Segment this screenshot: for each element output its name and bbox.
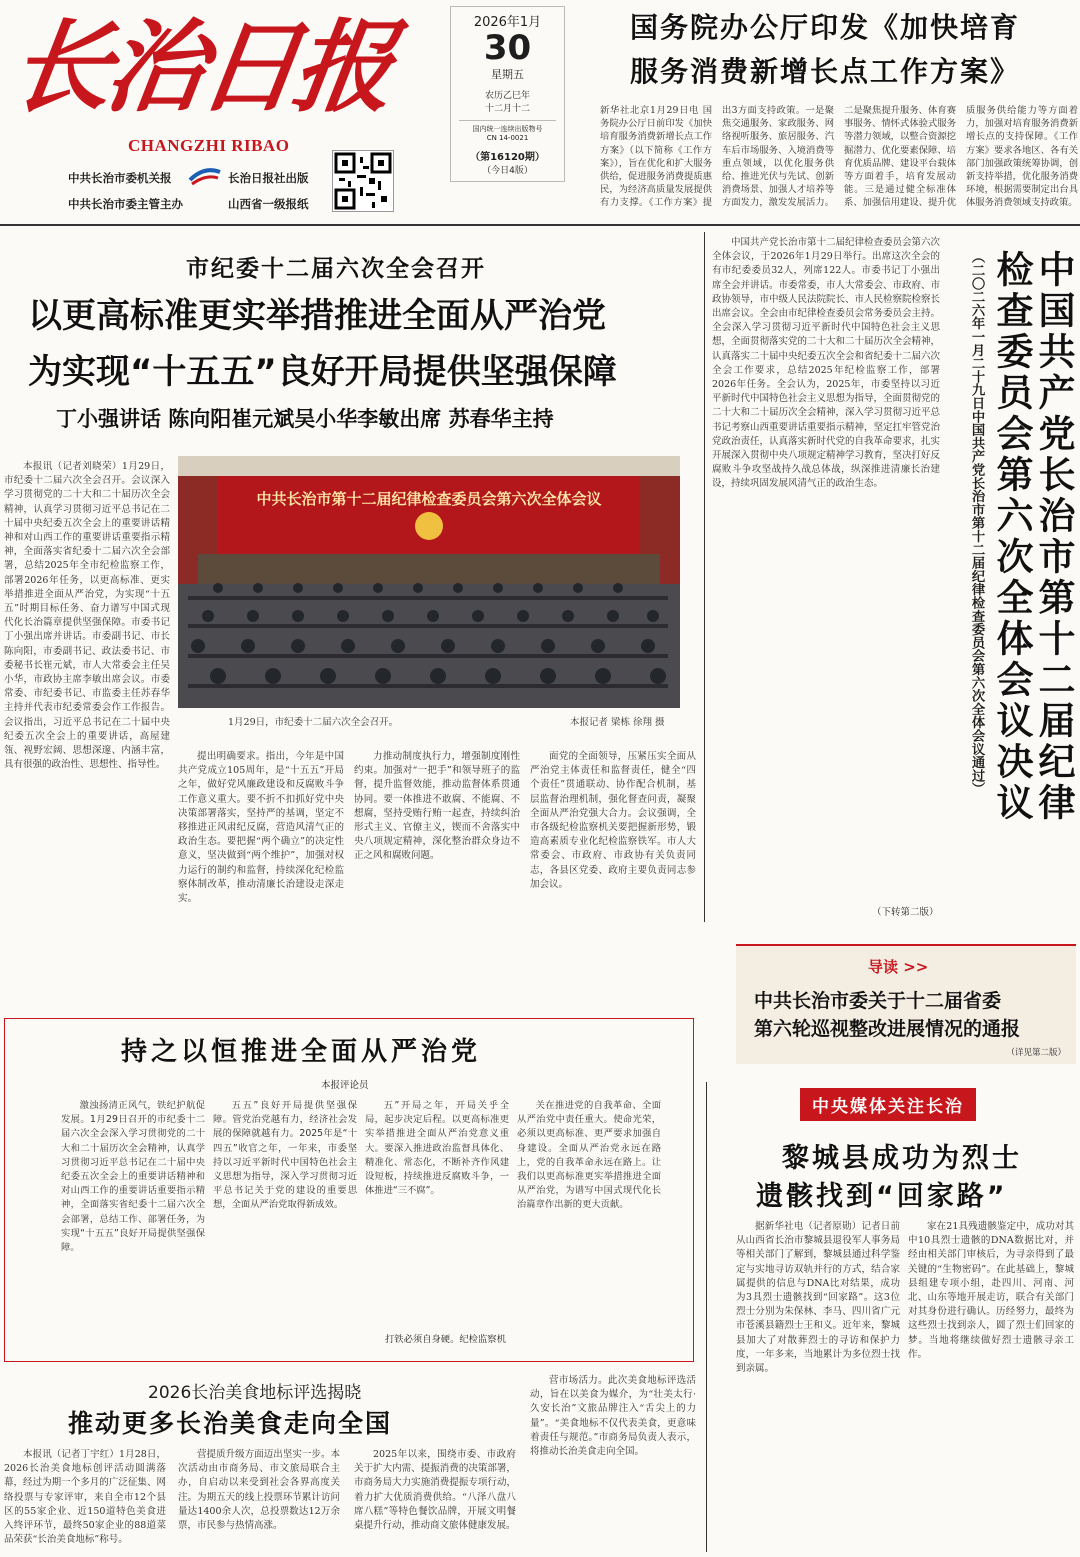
guide-title-1: 中共长治市委关于十二届省委 <box>754 990 1002 1012</box>
resolution-body <box>712 236 940 904</box>
main-col-1-text: 本报讯（记者刘晓荣）1月29日，市纪委十二届六次全会召开。会议深入学习贯彻党的二十大和二十届历次全会精神，认真学习贯彻习近平总书记在二十届中央纪委五次全会上的重要讲话精神和对山西工作的重要讲话重要指示精神，全面落实省纪委十二届六次全会部署，总结2025年全市纪检监察工作，部署2026年任务，以更高标准、更实举措推进全面从严治党，为实现“十五五”时期目标任务、奋力谱写中国式现代化长治篇章提供坚强保障。市委书记丁小强出席并讲话。市委副书记、市长陈向阳，市委副书记、政法委书记、市委秘书长崔元斌，市人大常委会主任吴小华，市政协主席李敏出席会议。市委常委、市纪委书记、市监委主任苏春华主持并代表市纪委常委会作工作报告。会议指出，习近平总书记在二十届中央纪委五次全会上的重要讲话，高屋建瓴、视野宏阔、思想深邃、内涵丰富，具有很强的政治性、思想性、指导性。 <box>4 461 170 771</box>
main-col-2 <box>178 750 344 1000</box>
commentary-col-4-text: 关在推进党的自我革命、全面从严治党中责任重大。使命光荣，必须以更高标准、更严要求加强自身建设。全面从严治党永远在路上，党的自我革命永远在路上。让我们以更高标准更实举措推进全面从严治党，为谱写中国式现代化长治篇章作出新的更大贡献。 <box>517 1100 661 1211</box>
publisher-logo-icon <box>188 164 222 188</box>
main-col-3 <box>354 750 520 1000</box>
date-lunar-1: 农历乙巳年 <box>484 91 530 101</box>
main-col-1 <box>4 460 170 1000</box>
central-media-label: 中央媒体关注长治 <box>800 1088 976 1121</box>
food-kicker: 2026长治美食地标评选揭晓 <box>148 1383 362 1403</box>
logo-pinyin: CHANGZHI RIBAO <box>128 136 290 155</box>
main-kicker: 市纪委十二届六次全会召开 <box>186 256 486 282</box>
sponsor-label: 中共长治市委机关报 <box>68 171 172 185</box>
food-col-4-text: 营市场活力。此次美食地标评选活动，旨在以美食为媒介，为“壮美太行·久安长治”文旅品牌注入“舌尖上的力量”。“美食地标不仅代表美食，更意味着责任与规范。”市商务局负责人表示，将推动长治美食走向全国。 <box>530 1375 696 1458</box>
central-headline-2[interactable]: 遗骸找到“回家路” <box>756 1181 1008 1212</box>
commentary-col-1-text: 激浊扬清正风气，铁纪护航促发展。1月29日召开的市纪委十二届六次全会深入学习贯彻党的二十大和二十届历次全会精神，认真学习贯彻习近平总书记在二十届中央纪委五次全会上的重要讲话精神和对山西工作的重要讲话重要指示精神，全面落实省纪委十二届六次全会部署，总结工作、部署任务，为实现“十五五”良好开局提供坚强保障。 <box>61 1100 205 1254</box>
top-story-text: 新华社北京1月29日电 国务院办公厅日前印发《加快培育服务消费新增长点工作方案》（以下简称《工作方案》），旨在优化和扩大服务供给，促进服务消费提质惠民，为经济高质量发展提供有力支撑。《工作方案》提出3方面支持政策。一是聚焦交通服务、家政服务、网络视听服务、旅居服务、汽车后市场服务、入境消费等重点领域，以优化服务供给、推进光伏与先试、创新消费场景、加强人才培养等方面发力，激发发展活力。二是聚焦提升服务、体育赛事服务、情怀式体验式服务等潜力领域，以整合资源挖掘潜力、优化要素保障、培育优质品牌、建设平台载体等方面着手，培育发展动能。三是通过健全标准体系、加强信用建设、提升优质服务供给能力等方面着力，加强对培育服务消费新增长点的支持保障。《工作方案》要求各地区、各有关部门加强政策统筹协调，创新支持举措，优化服务消费环境，根据需要制定出台具体服务消费领域支持政策。 <box>600 105 1078 209</box>
supervisor-label: 中共长治市委主管主办 <box>68 197 183 211</box>
central-col-2-text: 家在21具残遗骸鉴定中，成功对其中10具烈士遗骸的DNA数据比对，并经由相关部门审核后，为寻亲得到了最关键的“生物密码”。在此基础上，黎城县组建专项小组，赴四川、河南、河北、山东等地开展走访，联合有关部门对其身份进行确认。历经努力，最终为这些烈士找到亲人，圆了烈士们回家的梦。当地将继续做好烈士遗骸寻亲工作。 <box>908 1221 1074 1360</box>
commentary-byline: 本报评论员 <box>321 1080 369 1091</box>
food-col-4 <box>530 1374 696 1554</box>
vertical-title-line-2: 检查委员会第六次全体会议决议 <box>990 250 1033 824</box>
guide-label: 导读 >> <box>868 958 929 976</box>
main-col-3-text: 力推动制度执行力，增强制度刚性约束。加强对“一把手”和领导班子的监督，提升监督效能，推动监督体系贯通协同。要一体推进不敢腐、不能腐、不想腐，坚持受贿行贿一起查，持续纠治形式主义、官僚主义，锲而不舍落实中央八项规定精神，深化整治群众身边不正之风和腐败问题。 <box>354 751 520 862</box>
commentary-col-2 <box>213 1099 357 1349</box>
guide-ref: （详见第二版） <box>1006 1048 1066 1058</box>
photo-banner: 中共长治市第十二届纪律检查委员会第六次全体会议 <box>256 490 602 508</box>
central-headline-1[interactable]: 黎城县成功为烈士 <box>782 1143 1022 1174</box>
commentary-col-1 <box>61 1099 205 1349</box>
resolution-text: 中国共产党长治市第十二届纪律检查委员会第六次全体会议，于2026年1月29日举行。出席这次全会的有市纪委委员32人，列席122人。市委书记丁小强出席全会并讲话。市委常委，市人大常委会、市政府、市政协领导，市中级人民法院院长、市人民检察院检察长出席会议。全会由市纪律检查委员会常务委员会主持。全会深入学习贯彻习近平新时代中国特色社会主义思想，全面贯彻落实党的二十大和二十届历次全会精神，认真落实二十届中央纪委五次全会和省纪委十二届六次全会工作要求，总结2025年纪检监察工作，部署2026年任务。全会认为，2025年，市委坚持以习近平新时代中国特色社会主义思想为指导，全面贯彻党的二十大和二十届历次全会精神，深入学习贯彻习近平总书记考察山西重要讲话重要指示精神，坚定扛牢管党治党政治责任，认真落实新时代党的自我革命要求，扎实开展深入贯彻中央八项规定精神学习教育，坚决打好反腐败斗争攻坚战持久战总体战，纵深推进清廉长治建设，持续巩固发展风清气正的政治生态。 <box>712 237 940 490</box>
masthead <box>0 0 445 222</box>
food-col-3 <box>354 1448 516 1554</box>
commentary-col-3 <box>365 1099 509 1325</box>
main-headline-2[interactable]: 为实现“十五五”良好开局提供坚强保障 <box>28 352 617 392</box>
commentary-col-2-text: 五五”良好开局提供坚强保障。管党治党越有力，经济社会发展的保障就越有力。2025年是“十四五”收官之年，一年来，市委坚持以习近平新时代中国特色社会主义思想为指导，深入学习贯彻习近平总书记关于党的建设的重要思想，全面从严治党取得新成效。 <box>213 1100 357 1211</box>
commentary-col-3-text: 五”开局之年，开局关乎全局，起步决定后程。以更高标准更实举措推进全面从严治党意义重大。要深入推进政治监督具体化、精准化、常态化，不断补齐作风建设短板，持续推进反腐败斗争，一体推进“三不腐”。 <box>365 1100 509 1197</box>
commentary-headline[interactable]: 持之以恒推进全面从严治党 <box>121 1037 482 1067</box>
guide-title-2: 第六轮巡视整改进展情况的通报 <box>754 1018 1021 1040</box>
central-col-1 <box>736 1220 900 1554</box>
publisher-label: 长治日报社出版 <box>228 171 309 185</box>
page-count: （今日4版） <box>482 166 533 176</box>
photo-caption: 1月29日，市纪委十二届六次全会召开。 <box>228 717 399 728</box>
photo-credit: 本报记者 梁栋 徐翔 摄 <box>570 717 665 728</box>
issue-number: （第16120期） <box>470 152 545 163</box>
commentary-col-4 <box>517 1099 661 1349</box>
vertical-title-line-3: （二〇二六年一月二十九日中国共产党长治市第十二届纪律检查委员会第六次全体会议通过） <box>969 250 984 796</box>
main-col-4 <box>530 750 696 1000</box>
central-col-1-text: 据新华社电（记者原勋）记者日前从山西省长治市黎城县退役军人事务局等相关部门了解到，黎城县通过科学鉴定与实地寻访双轨并行的方式，结合家属提供的信息与DNA比对结果，成功为3具烈士遗骸找到“回家路”。这3位烈士分别为朱保林、李马、四川省广元市苍溪县籍烈士王和义。近年来，黎城县加大了对散葬烈士的寻访和保护力度，一年多来，当地累计为多位烈士找到亲属。 <box>736 1221 900 1375</box>
top-story-headline-1[interactable]: 国务院办公厅印发《加快培育 <box>630 11 1021 44</box>
food-col-1-text: 本报讯（记者丁宇红）1月28日，2026长治美食地标创评活动圆满落幕，经过为期一个多月的广泛征集、网络投票与专家评审，来自全市12个县区的55家企业、近150道特色美食进入终评环节，最终50家企业的88道菜品荣获“长治美食地标”称号。 <box>4 1449 166 1546</box>
commentary-box <box>4 1018 694 1362</box>
food-col-3-text: 2025年以来，围绕市委、市政府关于扩大内需、提振消费的决策部署，市商务局大力实施消费提振专项行动，着力扩大优质消费供给。“八泽八盘八席八糕”等特色餐饮品牌，开展文明餐桌提升行动，推动商文旅体健康发展。 <box>354 1449 516 1532</box>
rank-label: 山西省一级报纸 <box>228 197 309 211</box>
main-col-2-text: 提出明确要求。指出，今年是中国共产党成立105周年，是“十五五”开局之年，做好党风廉政建设和反腐败斗争工作意义重大。要不折不扣抓好党中央决策部署落实，坚持严的基调，坚定不移推进正风肃纪反腐，营造风清气正的政治生态。要把握“两个确立”的决定性意义，坚决做到“两个维护”，加强对权力运行的制约和监督，持续深化纪检监察体制改革，推动清廉长治建设走深走实。 <box>178 751 344 905</box>
newspaper-logo: 长治日报 <box>3 8 397 126</box>
cn-code: CN 14-0021 <box>486 134 529 142</box>
food-headline[interactable]: 推动更多长治美食走向全国 <box>68 1409 393 1438</box>
qr-code-icon[interactable] <box>332 150 394 212</box>
top-story-body <box>600 104 1078 222</box>
continued-note[interactable]: （下转第二版） <box>872 907 939 918</box>
cn-label: 国内统一连续出版物号 <box>472 125 543 133</box>
vertical-title[interactable] <box>950 236 1078 916</box>
date-day: 30 <box>483 28 532 68</box>
food-col-1 <box>4 1448 166 1554</box>
guide-box[interactable] <box>736 944 1076 1064</box>
main-col-4-text: 面党的全面领导，压紧压实全面从严治党主体责任和监督责任，健全“四个责任”贯通联动、协作配合机制，基层监督治理机制，强化督查问责，凝聚全面从严治党强大合力。会议强调，全市各级纪检监察机关要把握新形势，锻造高素质专业化纪检监察铁军。市人大常委会、市政府、市政协有关负责同志，各县区党委、政府主要负责同志参加会议。 <box>530 751 696 890</box>
date-lunar-2: 十二月十二 <box>484 104 530 114</box>
central-col-2 <box>908 1220 1074 1554</box>
date-year-month: 2026年1月 <box>473 15 542 30</box>
main-subhead: 丁小强讲话 陈向阳崔元斌吴小华李敏出席 苏春华主持 <box>56 407 554 431</box>
date-box <box>450 6 565 182</box>
vertical-title-line-1: 中国共产党长治市第十二届纪律 <box>1032 250 1075 824</box>
top-story-headline-2[interactable]: 服务消费新增长点工作方案》 <box>630 55 1021 88</box>
date-weekday: 星期五 <box>491 68 524 81</box>
food-col-2 <box>178 1448 340 1554</box>
main-photo[interactable] <box>178 456 680 708</box>
food-col-2-text: 营提质升级方面迈出坚实一步。本次活动由市商务局、市文旅局联合主办，自启动以来受到社会各界高度关注。为期五天的线上投票环节累计访问量达1400余人次，总投票数达12万余票，市民参与热情高涨。 <box>178 1449 340 1532</box>
commentary-credits: 打铁必须自身硬。纪检监察机 <box>385 1334 506 1345</box>
main-headline-1[interactable]: 以更高标准更实举措推进全面从严治党 <box>28 296 606 336</box>
